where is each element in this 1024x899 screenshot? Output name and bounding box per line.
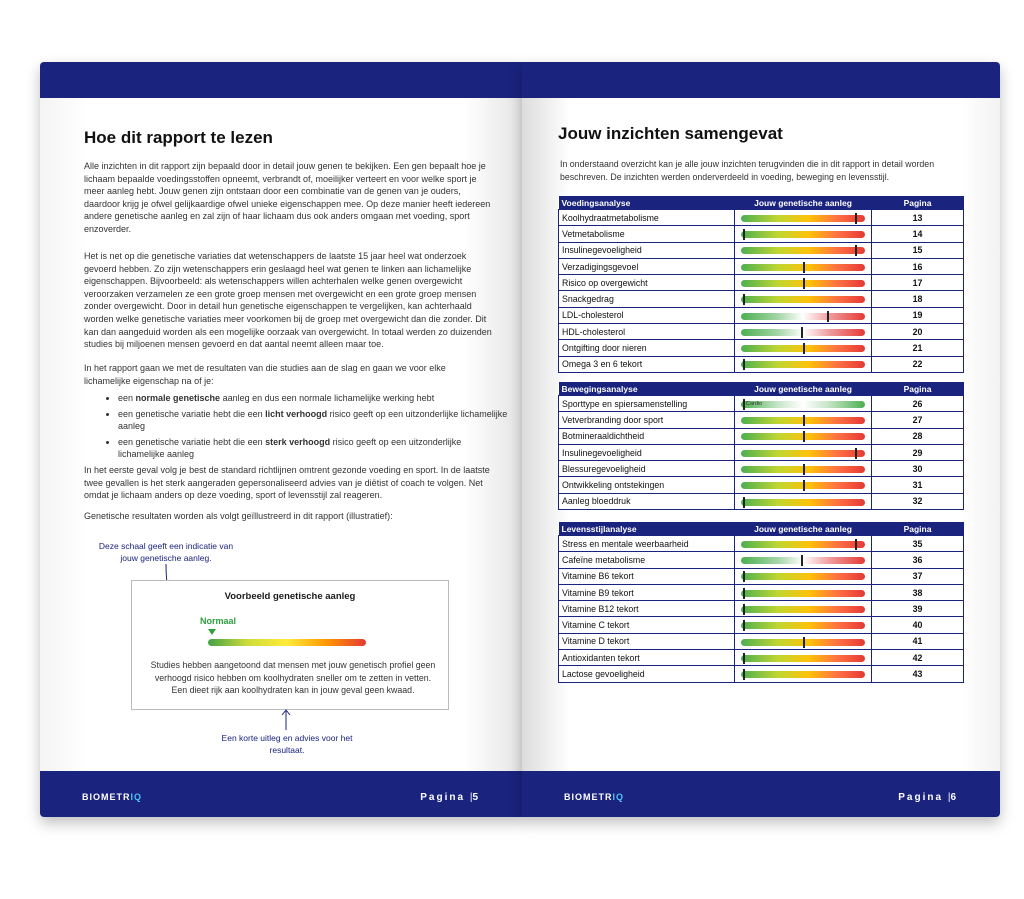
page-reference: 20	[872, 324, 964, 340]
section-name: Voedingsanalyse	[559, 196, 735, 210]
genetic-scale-bar	[741, 280, 865, 287]
page-reference: 28	[872, 428, 964, 444]
page-reference: 35	[872, 536, 964, 552]
page-reference: 31	[872, 477, 964, 493]
page-number: Pagina |6	[898, 792, 958, 803]
row-label: Verzadigingsgevoel	[559, 258, 735, 274]
scale-cell	[735, 210, 872, 226]
scale-cell	[735, 536, 872, 552]
row-label: Vitamine C tekort	[559, 617, 735, 633]
scale-cell	[735, 428, 872, 444]
scale-cell	[735, 340, 872, 356]
scale-marker	[803, 278, 805, 289]
advice-paragraph: In het eerste geval volg je best de standard richtlijnen omtrent gezonde voeding en sport. In de laatste twee gevallen is het sterk aangeraden gepersonaliseerd advies van je diëtist of coach te volgen. Net omdat je lichaam anders op deze voeding, sport of levensstijl zal reageren.	[84, 465, 490, 501]
scale-marker	[803, 464, 805, 475]
scale-marker	[743, 229, 745, 240]
row-label: Sporttype en spiersamenstelling	[559, 396, 735, 412]
table-row	[559, 650, 964, 666]
page-reference: 17	[872, 275, 964, 291]
page-title: Hoe dit rapport te lezen	[84, 128, 273, 147]
page-reference: 39	[872, 601, 964, 617]
table-row	[559, 552, 964, 568]
scale-marker	[803, 480, 805, 491]
row-label: LDL-cholesterol	[559, 307, 735, 323]
page-reference: 30	[872, 461, 964, 477]
row-label: Aanleg bloeddruk	[559, 493, 735, 509]
table-row	[559, 428, 964, 444]
genetic-scale-bar	[741, 401, 865, 408]
table-row	[559, 226, 964, 242]
genetic-scale-bar	[741, 466, 865, 473]
page-reference: 27	[872, 412, 964, 428]
biometriq-logo: BIOMETRIQ	[82, 792, 143, 802]
genetic-scale-bar	[741, 433, 865, 440]
open-booklet	[40, 62, 1002, 822]
scale-cell	[735, 584, 872, 600]
row-label: Vitamine B12 tekort	[559, 601, 735, 617]
genetic-scale-bar	[741, 499, 865, 506]
summary-table-0	[558, 196, 964, 373]
scale-marker	[743, 571, 745, 582]
scale-marker-label: Cardio	[746, 400, 763, 407]
marker-triangle-icon	[208, 629, 216, 635]
row-label: HDL-cholesterol	[559, 324, 735, 340]
normal-marker-label: Normaal	[200, 616, 237, 626]
row-label: Insulinegevoeligheid	[559, 444, 735, 460]
genetic-scale-bar	[741, 622, 865, 629]
genetic-scale-bar	[741, 361, 865, 368]
table-row	[559, 307, 964, 323]
row-label: Vitamine B6 tekort	[559, 568, 735, 584]
page-reference: 36	[872, 552, 964, 568]
genetic-scale-bar	[741, 296, 865, 303]
genetic-scale-bar	[741, 329, 865, 336]
table-header-row	[559, 382, 964, 396]
example-box	[131, 580, 449, 710]
example-scale-bar	[208, 639, 366, 646]
scale-marker	[827, 311, 829, 322]
table-row	[559, 633, 964, 649]
scale-marker	[743, 359, 745, 370]
page-reference: 21	[872, 340, 964, 356]
scale-cell	[735, 275, 872, 291]
scale-cell	[735, 601, 872, 617]
column-header-aanleg: Jouw genetische aanleg	[735, 382, 872, 396]
row-label: Risico op overgewicht	[559, 275, 735, 291]
page-reference: 16	[872, 258, 964, 274]
table-row	[559, 617, 964, 633]
genetic-scale-bar	[741, 345, 865, 352]
scale-marker	[743, 399, 745, 410]
row-label: Vitamine D tekort	[559, 633, 735, 649]
section-name: Levensstijlanalyse	[559, 522, 735, 536]
scale-cell	[735, 493, 872, 509]
row-label: Vetmetabolisme	[559, 226, 735, 242]
summary-table-1	[558, 382, 964, 510]
table-row	[559, 601, 964, 617]
footer-band	[40, 771, 522, 817]
page-reference: 40	[872, 617, 964, 633]
footer-band	[522, 771, 1000, 817]
scale-marker	[743, 653, 745, 664]
scale-cell	[735, 666, 872, 682]
scale-marker	[743, 497, 745, 508]
header-band	[40, 62, 522, 98]
column-header-aanleg: Jouw genetische aanleg	[735, 522, 872, 536]
right-page	[522, 62, 1000, 817]
scale-marker	[743, 588, 745, 599]
genetic-scale-bar	[741, 590, 865, 597]
page-reference: 38	[872, 584, 964, 600]
scale-cell	[735, 444, 872, 460]
row-label: Vetverbranding door sport	[559, 412, 735, 428]
example-explanation: Studies hebben aangetoond dat mensen met jouw genetisch profiel geen verhoogd risico hebben om koolhydraten sneller om te zetten in vetten. Een dieet rijk aan koolhydraten kan in jouw geval geen kwaad.	[150, 660, 436, 695]
genetic-scale-bar	[741, 417, 865, 424]
genetic-scale-bar	[741, 450, 865, 457]
scale-marker	[803, 262, 805, 273]
column-header-pagina: Pagina	[872, 196, 964, 210]
table-row	[559, 568, 964, 584]
scale-marker	[855, 213, 857, 224]
page-reference: 32	[872, 493, 964, 509]
row-label: Ontwikkeling ontstekingen	[559, 477, 735, 493]
genetic-scale-bar	[741, 671, 865, 678]
genetic-scale-bar	[741, 541, 865, 548]
table-row	[559, 584, 964, 600]
table-row	[559, 275, 964, 291]
scale-cell	[735, 396, 872, 412]
table-header-row	[559, 522, 964, 536]
scale-marker	[855, 448, 857, 459]
table-row	[559, 356, 964, 372]
genetic-scale-bar	[741, 639, 865, 646]
genetic-scale-bar	[741, 573, 865, 580]
genetic-scale-bar	[741, 215, 865, 222]
page-reference: 37	[872, 568, 964, 584]
table-row	[559, 242, 964, 258]
scale-marker	[855, 245, 857, 256]
summary-table-2	[558, 522, 964, 683]
list-item: • een genetische variatie hebt die een licht verhoogd risico geeft op een uitzonderlijke lichamelijke aanleg	[118, 408, 510, 433]
table-row	[559, 493, 964, 509]
page-reference: 22	[872, 356, 964, 372]
scale-cell	[735, 356, 872, 372]
page-number: Pagina |5	[420, 792, 480, 803]
illustration-intro: Genetische resultaten worden als volgt geïllustreerd in dit rapport (illustratief):	[84, 511, 393, 521]
genetic-scale-bar	[741, 264, 865, 271]
list-item: • een genetische variatie hebt die een sterk verhoogd risico geeft op een uitzonderlijke lichamelijke aanleg	[118, 436, 510, 461]
table-row	[559, 396, 964, 412]
page-reference: 43	[872, 666, 964, 682]
intro-paragraph: Alle inzichten in dit rapport zijn bepaald door in detail jouw genen te bekijken. Een gen bepaalt hoe je lichaam bepaalde voedingsstoffen opneemt, verbrandt of, moeilijker verteert en voor welke sport je meer aanleg hebt. Jouw genen zijn ontstaan door een combinatie van de genen van je ouders, daardoor krijg je ofwel gelijkaardige ofwel unieke eigenschappen mee. Op deze manier heeft iedereen andere genetische aanleg en zal zijn of haar lichaam dus ook anders omgaan met voeding, sport enzoverder.	[84, 161, 491, 234]
summary-intro: In onderstaand overzicht kan je alle jouw inzichten terugvinden die in dit rapport in detail worden beschreven. De inzichten werden onderverdeeld in voeding, beweging en levensstijl.	[560, 159, 935, 182]
scale-cell	[735, 226, 872, 242]
genetic-scale-bar	[741, 482, 865, 489]
row-label: Snackgedrag	[559, 291, 735, 307]
advice-callout: Een korte uitleg en advies voor het resultaat.	[221, 733, 353, 755]
scale-marker	[743, 669, 745, 680]
page-reference: 42	[872, 650, 964, 666]
biometriq-logo: BIOMETRIQ	[564, 792, 625, 802]
genetic-scale-bar	[741, 655, 865, 662]
table-row	[559, 666, 964, 682]
scale-cell	[735, 650, 872, 666]
table-row	[559, 291, 964, 307]
page-title: Jouw inzichten samengevat	[558, 124, 783, 143]
example-title: Voorbeeld genetische aanleg	[224, 591, 356, 602]
scale-cell	[735, 633, 872, 649]
table-row	[559, 536, 964, 552]
scale-marker	[803, 415, 805, 426]
scale-cell	[735, 258, 872, 274]
callout-arrow-up	[280, 708, 292, 732]
table-row	[559, 210, 964, 226]
table-row	[559, 324, 964, 340]
research-paragraph: Het is net op die genetische variaties dat wetenschappers de laatste 15 jaar heel wat onderzoek gevoerd hebben. Zo zijn wetenschappers erin geslaagd heel wat genen te linken aan lichamelijke eigenschappen. Bijvoorbeeld: als wetenschappers willen achterhalen welke genen overgewicht veroorzaken verzamelen ze een grote groep mensen met overgewicht en een grote groep mensen zonder overgewicht. Door in detail hun genetische eigenschappen te vergelijken, kan achterhaald worden welke genetische variaties meer voorkomen bij de groep met overgewicht dan die zonder. Dit kan dan aangeduid worden als een mogelijke oorzaak van overgewicht. In totaal werden zo duizenden studies bij miljoenen mensen gevoerd en dat aantal neemt alleen maar toe.	[84, 251, 492, 350]
page-reference: 13	[872, 210, 964, 226]
header-band	[522, 62, 1000, 98]
table-header-row	[559, 196, 964, 210]
row-label: Insulinegevoeligheid	[559, 242, 735, 258]
scale-cell	[735, 324, 872, 340]
scale-marker	[803, 637, 805, 648]
list-item: • een normale genetische aanleg en dus een normale lichamelijke werking hebt	[118, 392, 510, 405]
genetic-scale-bar	[741, 247, 865, 254]
row-label: Antioxidanten tekort	[559, 650, 735, 666]
scale-marker	[855, 539, 857, 550]
scale-marker	[803, 431, 805, 442]
row-label: Blessuregevoeligheid	[559, 461, 735, 477]
scale-cell	[735, 307, 872, 323]
left-page	[40, 62, 522, 817]
scale-marker	[743, 604, 745, 615]
page-reference: 14	[872, 226, 964, 242]
table-row	[559, 461, 964, 477]
scale-cell	[735, 477, 872, 493]
scale-cell	[735, 461, 872, 477]
column-header-pagina: Pagina	[872, 382, 964, 396]
scale-cell	[735, 291, 872, 307]
scale-cell	[735, 552, 872, 568]
outcome-list	[102, 392, 510, 464]
scale-cell	[735, 242, 872, 258]
approach-paragraph: In het rapport gaan we met de resultaten van die studies aan de slag en gaan we voor elke lichamelijke eigenschap na of je:	[84, 363, 446, 386]
scale-marker	[801, 327, 803, 338]
row-label: Ontgifting door nieren	[559, 340, 735, 356]
page-reference: 19	[872, 307, 964, 323]
scale-callout: Deze schaal geeft een indicatie van jouw genetische aanleg.	[98, 541, 234, 563]
section-name: Bewegingsanalyse	[559, 382, 735, 396]
scale-marker	[803, 343, 805, 354]
table-row	[559, 340, 964, 356]
table-row	[559, 412, 964, 428]
genetic-scale-bar	[741, 557, 865, 564]
scale-marker	[743, 620, 745, 631]
row-label: Omega 3 en 6 tekort	[559, 356, 735, 372]
row-label: Stress en mentale weerbaarheid	[559, 536, 735, 552]
table-row	[559, 477, 964, 493]
genetic-scale-bar	[741, 231, 865, 238]
genetic-scale-bar	[741, 606, 865, 613]
column-header-aanleg: Jouw genetische aanleg	[735, 196, 872, 210]
genetic-scale-bar	[741, 313, 865, 320]
column-header-pagina: Pagina	[872, 522, 964, 536]
row-label: Cafeïne metabolisme	[559, 552, 735, 568]
row-label: Vitamine B9 tekort	[559, 584, 735, 600]
scale-marker	[801, 555, 803, 566]
scale-cell	[735, 568, 872, 584]
scale-cell	[735, 412, 872, 428]
page-reference: 26	[872, 396, 964, 412]
row-label: Koolhydraatmetabolisme	[559, 210, 735, 226]
table-row	[559, 444, 964, 460]
page-reference: 15	[872, 242, 964, 258]
row-label: Botmineraaldichtheid	[559, 428, 735, 444]
table-row	[559, 258, 964, 274]
page-reference: 41	[872, 633, 964, 649]
scale-cell	[735, 617, 872, 633]
page-reference: 29	[872, 444, 964, 460]
row-label: Lactose gevoeligheid	[559, 666, 735, 682]
scale-marker	[743, 294, 745, 305]
page-reference: 18	[872, 291, 964, 307]
